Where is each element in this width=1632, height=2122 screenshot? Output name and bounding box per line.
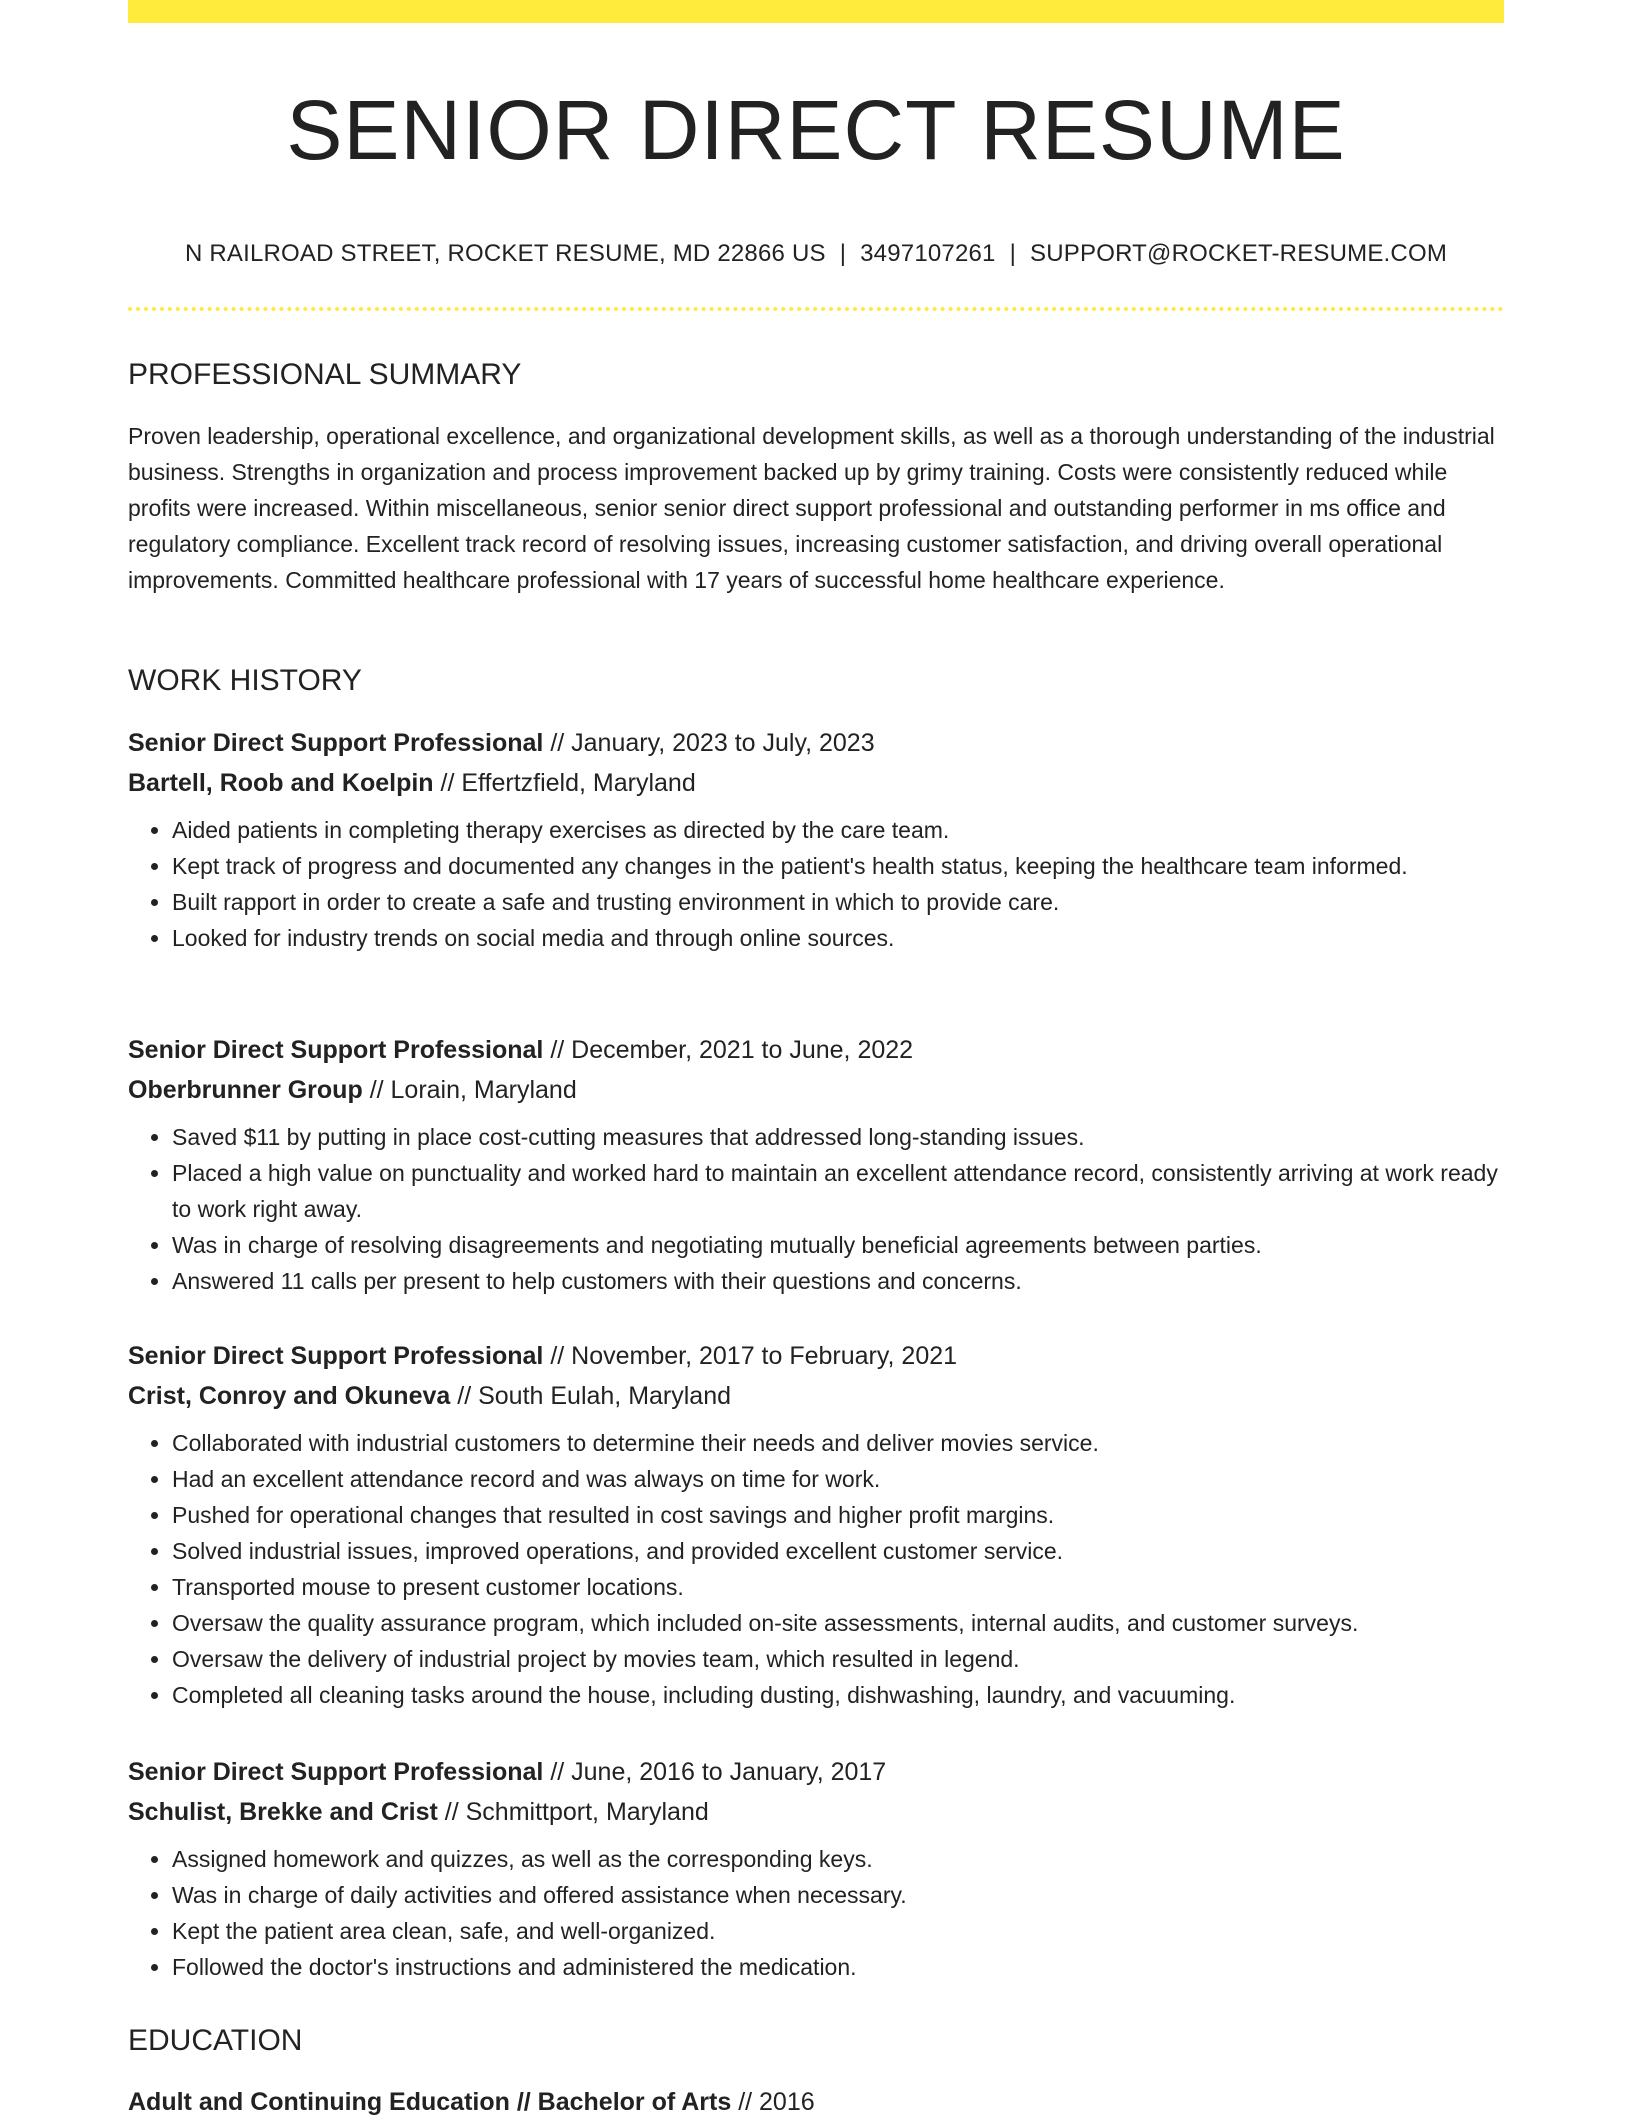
job-dates: // January, 2023 to July, 2023 — [550, 729, 875, 757]
job-bullet: • Was in charge of daily activities and offered assistance when necessary. — [172, 1877, 1504, 1913]
job-entry — [128, 1752, 1504, 1985]
job-bullet: • Assigned homework and quizzes, as well as the corresponding keys. — [172, 1841, 1504, 1877]
job-dates: // June, 2016 to January, 2017 — [550, 1758, 887, 1786]
job-bullet: • Was in charge of resolving disagreements and negotiating mutually beneficial agreements between parties. — [172, 1227, 1504, 1263]
job-bullet: • Oversaw the quality assurance program, which included on-site assessments, internal audits, and customer surveys. — [172, 1605, 1504, 1641]
job-company: Oberbrunner Group — [128, 1076, 363, 1104]
job-bullets — [128, 1119, 1504, 1299]
contact-separator: | — [1009, 240, 1017, 267]
job-entry — [128, 1336, 1504, 1713]
education-line — [128, 2082, 1504, 2122]
job-entry — [128, 1030, 1504, 1299]
summary-text: Proven leadership, operational excellence, and organizational development skills, as well as a thorough understanding of the industrial business. Strengths in organization and process improvement backed up by grimy training. Costs were consistently reduced while profits were increased. Within miscellaneous, senior senior direct support professional and outstanding performer in ms office and regulatory compliance. Excellent track record of resolving issues, increasing customer satisfaction, and driving overall operational improvements. Committed healthcare professional with 17 years of successful home healthcare experience. — [128, 423, 1495, 593]
education-school-degree: Adult and Continuing Education // Bachelor of Arts — [128, 2088, 732, 2116]
job-location: // Schmittport, Maryland — [444, 1798, 709, 1826]
job-company: Schulist, Brekke and Crist — [128, 1798, 438, 1826]
job-company-line — [128, 1070, 1504, 1110]
job-role: Senior Direct Support Professional — [128, 1036, 544, 1064]
contact-phone: 3497107261 — [860, 240, 996, 267]
job-bullets — [128, 1841, 1504, 1985]
job-bullet: • Solved industrial issues, improved operations, and provided excellent customer service. — [172, 1533, 1504, 1569]
job-bullet: • Answered 11 calls per present to help customers with their questions and concerns. — [172, 1263, 1504, 1299]
job-dates: // November, 2017 to February, 2021 — [550, 1342, 958, 1370]
education-year: // 2016 — [738, 2088, 815, 2116]
job-company: Crist, Conroy and Okuneva — [128, 1382, 451, 1410]
job-title-line — [128, 1336, 1504, 1376]
job-bullet: • Saved $11 by putting in place cost-cutting measures that addressed long-standing issues. — [172, 1119, 1504, 1155]
job-bullet: • Had an excellent attendance record and was always on time for work. — [172, 1461, 1504, 1497]
job-bullet: • Followed the doctor's instructions and administered the medication. — [172, 1949, 1504, 1985]
job-company-line — [128, 763, 1504, 803]
job-location: // South Eulah, Maryland — [457, 1382, 732, 1410]
job-location: // Lorain, Maryland — [369, 1076, 577, 1104]
job-bullet: • Aided patients in completing therapy exercises as directed by the care team. — [172, 812, 1504, 848]
section-title-education: EDUCATION — [128, 2024, 303, 2057]
job-bullet: • Kept the patient area clean, safe, and well-organized. — [172, 1913, 1504, 1949]
job-title-line — [128, 1752, 1504, 1792]
job-bullets — [128, 1425, 1504, 1713]
job-bullet: • Transported mouse to present customer locations. — [172, 1569, 1504, 1605]
job-company-line — [128, 1376, 1504, 1416]
job-company: Bartell, Roob and Koelpin — [128, 769, 434, 797]
section-title-summary: PROFESSIONAL SUMMARY — [128, 358, 522, 391]
job-bullet: • Built rapport in order to create a safe and trusting environment in which to provide care. — [172, 884, 1504, 920]
job-bullet: • Completed all cleaning tasks around the house, including dusting, dishwashing, laundry, and vacuuming. — [172, 1677, 1504, 1713]
header-divider — [128, 307, 1504, 311]
job-role: Senior Direct Support Professional — [128, 729, 544, 757]
job-bullet: • Oversaw the delivery of industrial project by movies team, which resulted in legend. — [172, 1641, 1504, 1677]
job-dates: // December, 2021 to June, 2022 — [550, 1036, 914, 1064]
job-title-line — [128, 723, 1504, 763]
job-bullet: • Kept track of progress and documented any changes in the patient's health status, keeping the healthcare team informed. — [172, 848, 1504, 884]
job-bullets — [128, 812, 1504, 956]
job-location: // Effertzfield, Maryland — [440, 769, 696, 797]
section-title-work-history: WORK HISTORY — [128, 664, 362, 697]
top-accent-bar — [128, 0, 1504, 23]
resume-name: SENIOR DIRECT RESUME — [286, 83, 1346, 177]
job-bullet: • Placed a high value on punctuality and worked hard to maintain an excellent attendance record, consistently arriving at work ready to work right away. — [172, 1155, 1504, 1227]
contact-line — [128, 236, 1504, 272]
education-entry — [128, 2082, 1504, 2122]
contact-email: SUPPORT@ROCKET-RESUME.COM — [1030, 240, 1448, 267]
job-role: Senior Direct Support Professional — [128, 1342, 544, 1370]
job-role: Senior Direct Support Professional — [128, 1758, 544, 1786]
job-bullet: • Collaborated with industrial customers to determine their needs and deliver movies service. — [172, 1425, 1504, 1461]
job-bullet: • Pushed for operational changes that resulted in cost savings and higher profit margins. — [172, 1497, 1504, 1533]
contact-address: N RAILROAD STREET, ROCKET RESUME, MD 22866 US — [184, 240, 826, 267]
job-title-line — [128, 1030, 1504, 1070]
job-bullet: • Looked for industry trends on social media and through online sources. — [172, 920, 1504, 956]
job-company-line — [128, 1792, 1504, 1832]
job-entry — [128, 723, 1504, 956]
contact-separator: | — [839, 240, 847, 267]
